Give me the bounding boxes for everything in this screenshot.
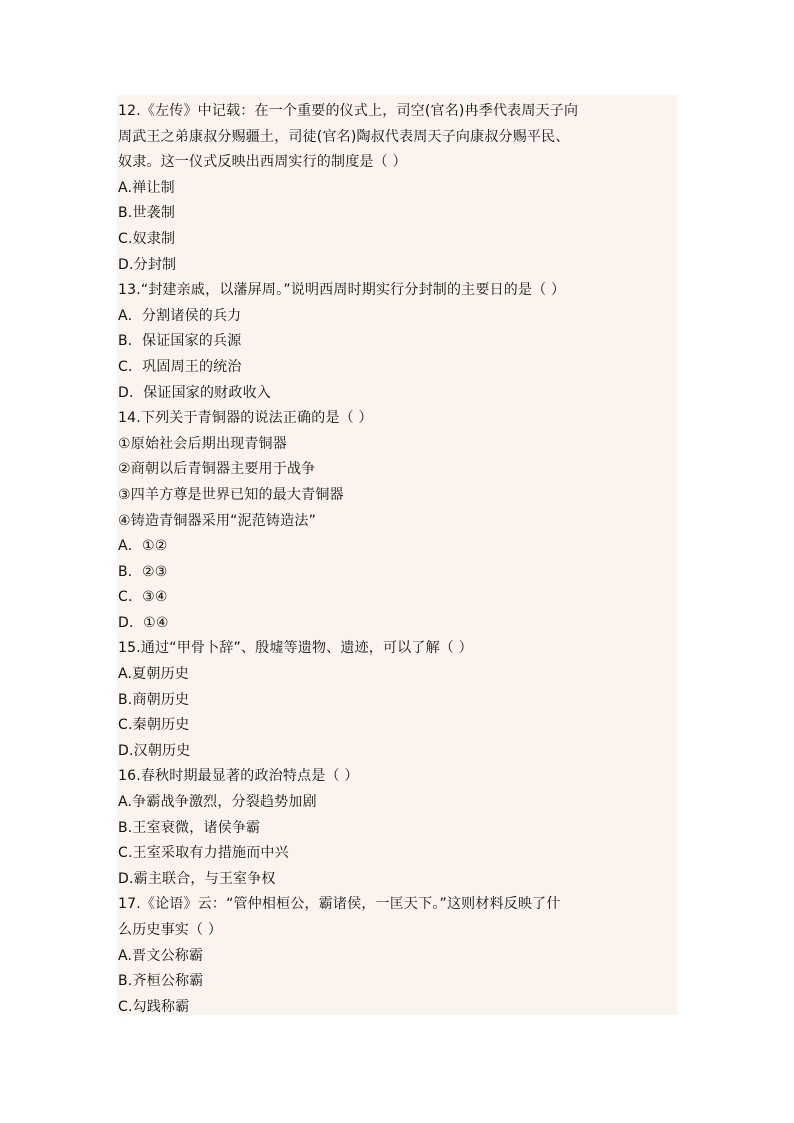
document-content bbox=[118, 99, 678, 1020]
question-stem-line: 周武王之弟康叔分赐疆土，司徒(官名)陶叔代表周天子向康叔分赐平民、 bbox=[118, 128, 570, 145]
question-stem-line: 17.《论语》云：“管仲相桓公，霸诸侯，一匡天下。”这则材料反映了什 bbox=[118, 896, 561, 913]
option-d: D．保证国家的财政收入 bbox=[118, 384, 271, 401]
question-stem-line: 13.“封建亲戚，以藩屏周。”说明西周时期实行分封制的主要日的是（ ） bbox=[118, 282, 566, 299]
option-a: A．①② bbox=[118, 538, 168, 555]
option-c: C．③④ bbox=[118, 589, 168, 606]
option-c: C.奴隶制 bbox=[118, 230, 176, 247]
statement-1: ①原始社会后期出现青铜器 bbox=[118, 435, 287, 452]
option-a: A.争霸战争激烈，分裂趋势加剧 bbox=[118, 794, 317, 811]
question-12 bbox=[118, 99, 678, 278]
option-b: B．保证国家的兵源 bbox=[118, 333, 242, 350]
question-13 bbox=[118, 278, 678, 406]
question-stem-line: 16.春秋时期最显著的政治特点是（ ） bbox=[118, 768, 359, 785]
option-b: B.王室衰微，诸侯争霸 bbox=[118, 819, 261, 836]
option-c: C．巩固周王的统治 bbox=[118, 358, 242, 375]
option-d: D．①④ bbox=[118, 614, 169, 631]
option-b: B.齐桓公称霸 bbox=[118, 973, 204, 990]
question-16 bbox=[118, 764, 678, 892]
question-stem-line: 奴隶。这一仪式反映出西周实行的制度是（ ） bbox=[118, 154, 407, 171]
statement-4: ④铸造青铜器采用“泥范铸造法” bbox=[118, 512, 317, 529]
option-a: A.晋文公称霸 bbox=[118, 947, 204, 964]
question-15 bbox=[118, 636, 678, 764]
option-d: D.霸主联合，与王室争权 bbox=[118, 870, 276, 887]
question-14 bbox=[118, 406, 678, 636]
option-d: D.汉朝历史 bbox=[118, 742, 191, 759]
question-stem-line: 14.下列关于青铜器的说法正确的是（ ） bbox=[118, 410, 373, 427]
question-stem-line: 15.通过“甲骨卜辞”、殷墟等遗物、遗迹，可以了解（ ） bbox=[118, 640, 473, 657]
question-stem-line: 12.《左传》中记载：在一个重要的仪式上，司空(官名)冉季代表周天子向 bbox=[118, 103, 579, 119]
option-b: B.世袭制 bbox=[118, 205, 176, 222]
statement-2: ②商朝以后青铜器主要用于战争 bbox=[118, 461, 316, 478]
option-c: C.秦朝历史 bbox=[118, 717, 190, 734]
question-17 bbox=[118, 892, 678, 1020]
option-c: C.王室采取有力措施而中兴 bbox=[118, 845, 289, 862]
option-b: B.商朝历史 bbox=[118, 691, 190, 708]
option-d: D.分封制 bbox=[118, 256, 177, 273]
option-b: B．②③ bbox=[118, 563, 168, 580]
option-a: A.夏朝历史 bbox=[118, 666, 189, 683]
option-a: A.禅让制 bbox=[118, 179, 175, 196]
option-a: A．分割诸侯的兵力 bbox=[118, 307, 242, 324]
option-c: C.勾践称霸 bbox=[118, 998, 190, 1015]
question-stem-line: 么历史事实（ ） bbox=[118, 922, 223, 938]
statement-3: ③四羊方尊是世界已知的最大青铜器 bbox=[118, 486, 344, 503]
